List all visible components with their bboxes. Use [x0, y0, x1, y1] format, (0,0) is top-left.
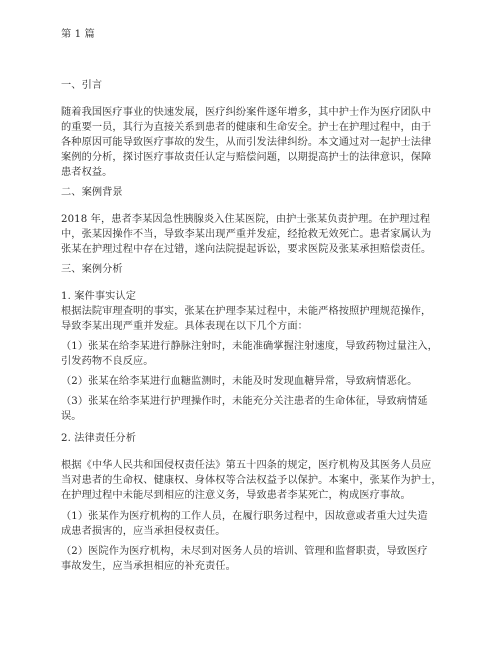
- facts-line: 根据法院审理查明的事实，张某在护理李某过程中，未能严格按照护理规范操作，: [61, 306, 432, 317]
- background-line: 中，张某因操作不当，导致李某出现严重并发症，经抢救无效死亡。患者家属认为: [61, 229, 432, 240]
- intro-line: 案例的分析，探讨医疗事故责任认定与赔偿问题，以期提高护士的法律意识，保障: [61, 152, 432, 163]
- fact-item-1-line: 引发药物不良反应。: [61, 356, 154, 367]
- intro-line: 患者权益。: [61, 167, 113, 178]
- section-heading-analysis: 三、案例分析: [61, 264, 123, 275]
- fact-item-3-line: 误。: [61, 411, 82, 422]
- intro-line: 的重要一员，其行为直接关系到患者的健康和生命安全。护士在护理过程中，由于: [61, 122, 432, 133]
- intro-line: 随着我国医疗事业的快速发展，医疗纠纷案件逐年增多，其中护士作为医疗团队中: [61, 107, 432, 118]
- liability-line: 在护理过程中未能尽到相应的注意义务，导致患者李某死亡，构成医疗事故。: [61, 490, 411, 501]
- facts-line: 导致李某出现严重并发症。具体表现在以下几个方面：: [61, 321, 308, 332]
- subheading-facts: 1. 案件事实认定: [61, 291, 136, 302]
- liability-line: 当对患者的生命权、健康权、身体权等合法权益予以保护。本案中，张某作为护士，: [61, 475, 442, 486]
- liability-item-1-line: 成患者损害的，应当承担侵权责任。: [61, 526, 226, 537]
- section-heading-intro: 一、引言: [61, 80, 103, 91]
- liability-item-1-line: （1）张某作为医疗机构的工作人员，在履行职务过程中，因故意或者重大过失造: [61, 511, 428, 522]
- section-heading-background: 二、案例背景: [61, 187, 123, 198]
- page-label: 第 1 篇: [61, 29, 95, 40]
- liability-item-2-line: 事故发生，应当承担相应的补充责任。: [61, 561, 236, 572]
- subheading-liability: 2. 法律责任分析: [61, 433, 136, 444]
- background-line: 2018 年，患者李某因急性胰腺炎入住某医院，由护士张某负责护理。在护理过程: [61, 214, 431, 225]
- liability-line: 根据《中华人民共和国侵权责任法》第五十四条的规定，医疗机构及其医务人员应: [61, 460, 432, 471]
- fact-item-2-line: （2）张某在给李某进行血糖监测时，未能及时发现血糖异常，导致病情恶化。: [61, 376, 418, 387]
- fact-item-1-line: （1）张某在给李某进行静脉注射时，未能准确掌握注射速度，导致药物过量注入，: [61, 341, 438, 352]
- fact-item-3-line: （3）张某在给李某进行护理操作时，未能充分关注患者的生命体征，导致病情延: [61, 396, 428, 407]
- liability-item-2-line: （2）医院作为医疗机构，未尽到对医务人员的培训、管理和监督职责，导致医疗: [61, 546, 428, 557]
- intro-line: 各种原因可能导致医疗事故的发生，从而引发法律纠纷。本文通过对一起护士法律: [61, 137, 432, 148]
- background-line: 张某在护理过程中存在过错，遂向法院提起诉讼，要求医院及张某承担赔偿责任。: [61, 244, 432, 255]
